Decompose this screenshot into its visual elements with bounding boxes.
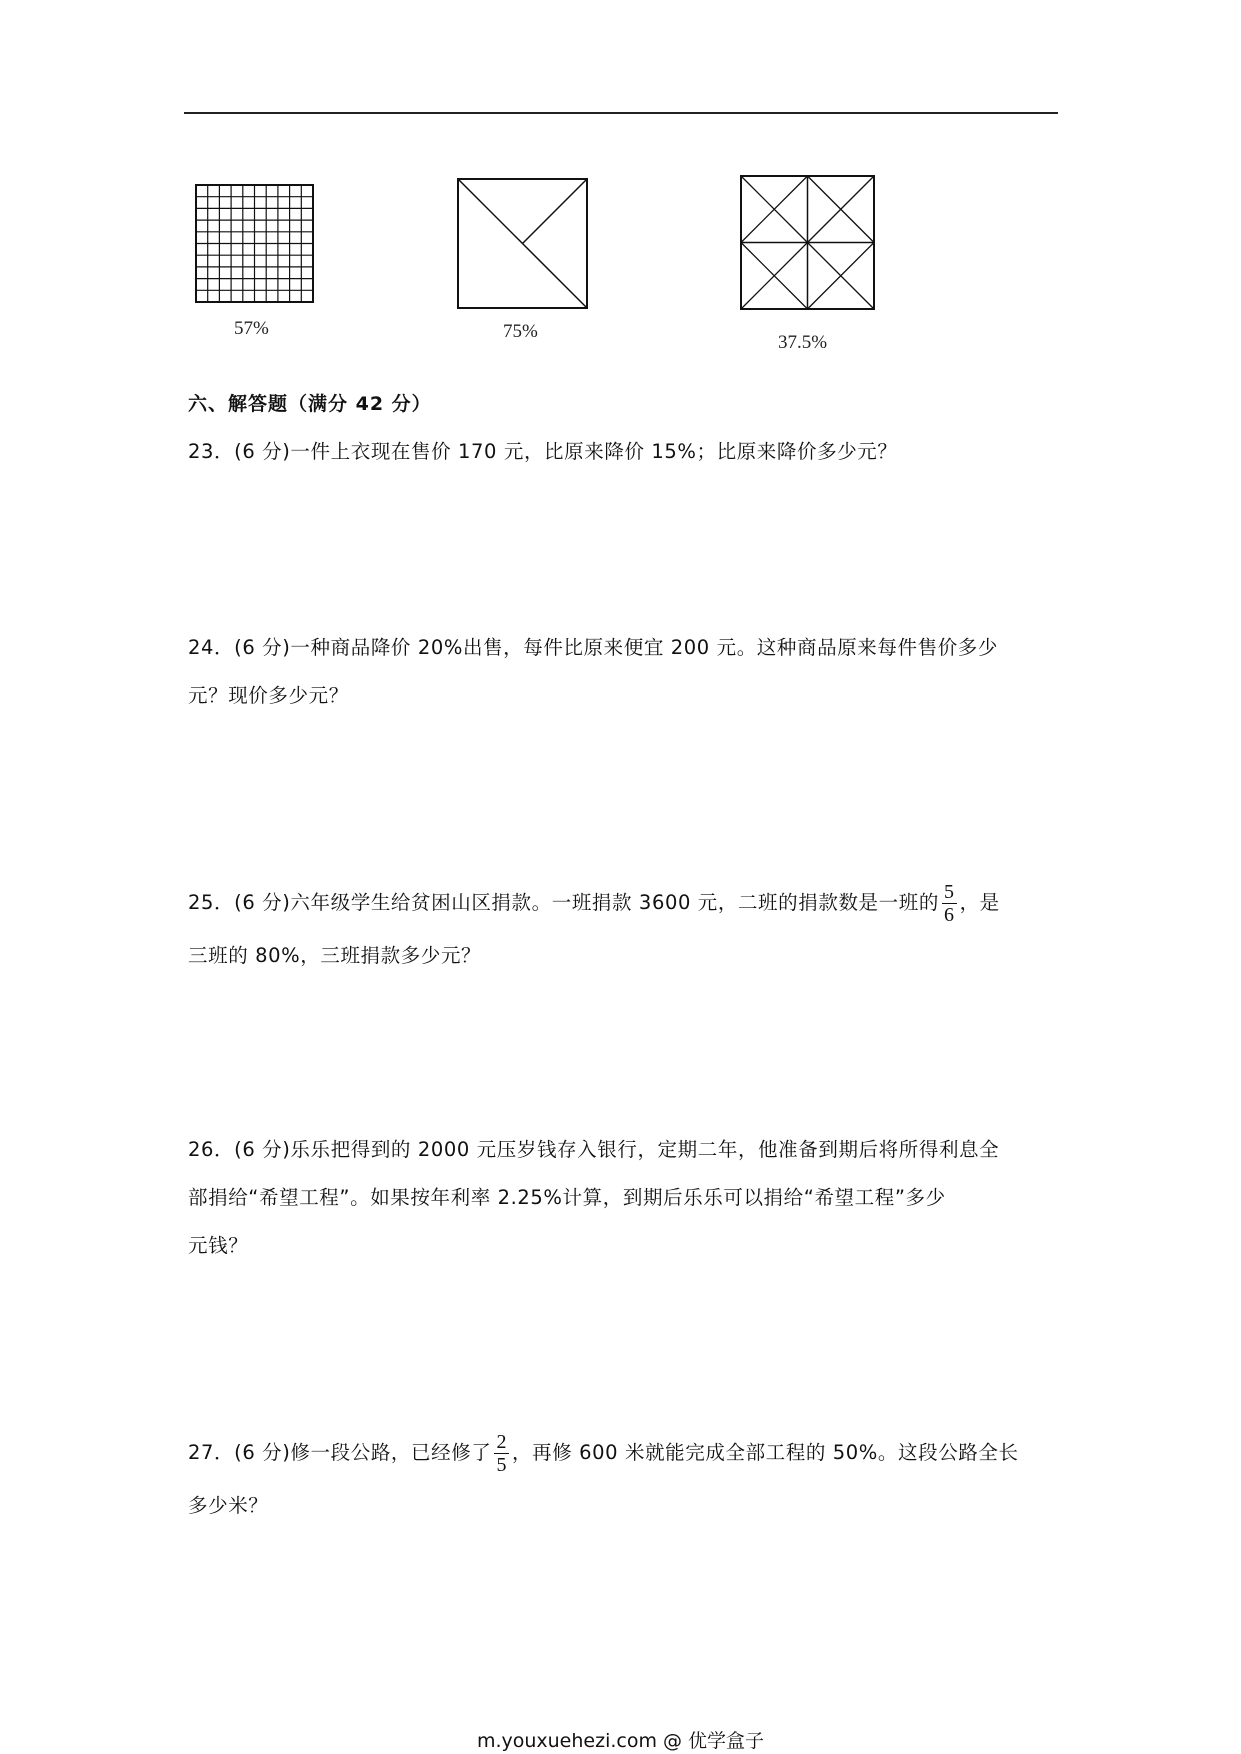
footer-watermark: m.youxuehezi.com @ 优学盒子 [476, 1730, 765, 1752]
question-24-line-1: 24．(6 分)一种商品降价 20%出售，每件比原来便宜 200 元。这种商品原来每件售价多少 [188, 636, 998, 659]
triangles-square-diagram [457, 178, 589, 310]
question-25-line-1 [188, 874, 1058, 932]
triangles-square-figure [457, 178, 589, 314]
question-25-fraction-numerator: 5 [943, 881, 955, 903]
question-26-line-2: 部捐给“希望工程”。如果按年利率 2.25%计算，到期后乐乐可以捐给“希望工程”多少 [188, 1186, 946, 1209]
question-27-fraction-numerator: 2 [496, 1431, 508, 1453]
question-25-text-pre: 25．(6 分)六年级学生给贫困山区捐款。一班捐款 3600 元，二班的捐款数是一班的 [188, 891, 939, 914]
cross-square-diagram [740, 175, 876, 311]
question-25-fraction [942, 881, 957, 926]
section-title: 六、解答题（满分 42 分） [188, 393, 432, 415]
triangles-square-label: 75% [503, 321, 538, 342]
question-27-line-2: 多少米？ [188, 1494, 269, 1517]
question-23-text: 23．(6 分)一件上衣现在售价 170 元，比原来降价 15%；比原来降价多少元？ [188, 440, 898, 463]
question-24 [188, 624, 1058, 720]
question-23 [188, 428, 1058, 476]
question-26-line-1: 26．(6 分)乐乐把得到的 2000 元压岁钱存入银行，定期二年，他准备到期后将所得利息全 [188, 1138, 1000, 1161]
question-25 [188, 874, 1058, 980]
grid-square-figure [195, 184, 315, 308]
question-27-fraction [494, 1431, 509, 1476]
question-26 [188, 1126, 1058, 1270]
question-25-fraction-denominator: 6 [943, 904, 955, 926]
question-25-text-post: ，是 [959, 891, 1000, 914]
grid-square-label: 57% [234, 318, 269, 339]
question-24-line-2: 元？现价多少元？ [188, 684, 349, 707]
cross-square-figure [740, 175, 876, 315]
question-27-line-1 [188, 1424, 1058, 1482]
grid-square-diagram [195, 184, 315, 304]
question-27-text-pre: 27．(6 分)修一段公路，已经修了 [188, 1441, 492, 1464]
question-27-fraction-denominator: 5 [496, 1454, 508, 1476]
header-rule [184, 112, 1058, 114]
question-27-text-post: ，再修 600 米就能完成全部工程的 50%。这段公路全长 [512, 1441, 1019, 1464]
question-26-line-3: 元钱？ [188, 1234, 249, 1257]
question-27 [188, 1424, 1058, 1530]
question-25-line-2: 三班的 80%，三班捐款多少元？ [188, 944, 482, 967]
cross-square-label: 37.5% [778, 332, 828, 353]
